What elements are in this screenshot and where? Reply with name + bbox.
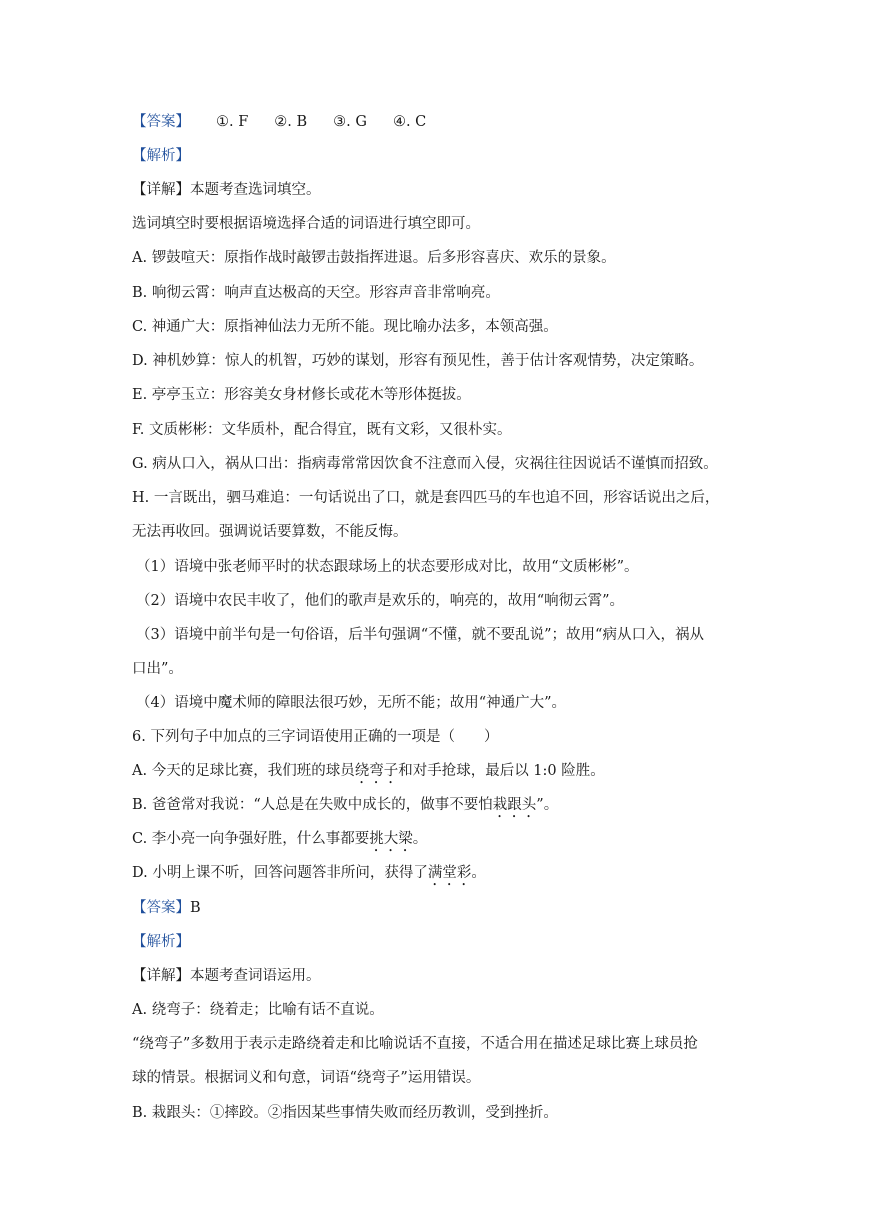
- answer-value: B: [190, 900, 201, 916]
- answer-option-2: ②. B: [274, 114, 308, 130]
- paragraph-line: （3）语境中前半句是一句俗语，后半句强调“不懂，就不要乱说”；故用“病从口入，祸从: [136, 627, 704, 643]
- option-text: B. 爸爸常对我说：“人总是在失败中成长的，做事不要怕: [132, 797, 493, 813]
- question-option-d: [132, 863, 747, 889]
- detail-text: 本题考查词语运用。: [190, 968, 321, 984]
- paragraph-line: （4）语境中魔术师的障眼法很巧妙，无所不能；故用“神通广大”。: [136, 695, 567, 711]
- answer-option-4: ④. C: [392, 114, 427, 130]
- q5-answer-line: [132, 112, 747, 132]
- paragraph-line: 选词填空时要根据语境选择合适的词语进行填空即可。: [132, 216, 480, 232]
- option-text: 。: [412, 831, 428, 847]
- q6-detail-line: [132, 966, 747, 986]
- paragraph-line: B. 响彻云霄：响声直达极高的天空。形容声音非常响亮。: [132, 285, 500, 301]
- answer-option-3: ③. G: [333, 114, 367, 130]
- detail-tag: 【详解】: [132, 968, 190, 984]
- paragraph-line: “绕弯子”多数用于表示走路绕着走和比喻说话不直接，不适合用在描述足球比赛上球员抢: [132, 1036, 698, 1052]
- dotted-term: 满堂彩: [427, 865, 472, 881]
- option-text: A. 今天的足球比赛，我们班的球员: [132, 763, 355, 779]
- detail-tag: 【详解】: [132, 182, 190, 198]
- option-text: 和对手抢球，最后以 1:0 险胜。: [398, 763, 605, 779]
- option-text: 。: [471, 865, 486, 881]
- q5-detail-line: [132, 180, 747, 200]
- paragraph-line: E. 亭亭玉立：形容美女身材修长或花木等形体挺拔。: [132, 387, 471, 403]
- q6-answer-line: [132, 898, 747, 918]
- option-text: D. 小明上课不听，回答问题答非所问，获得了: [132, 865, 428, 881]
- question-option-c: [132, 829, 747, 855]
- paragraph-line: 无法再收回。强调说话要算数，不能反悔。: [132, 524, 408, 540]
- option-text: ”。: [536, 797, 559, 813]
- paragraph-line: （2）语境中农民丰收了，他们的歌声是欢乐的，响亮的，故用“响彻云霄”。: [136, 593, 625, 609]
- paragraph-line: 口出”。: [132, 661, 183, 677]
- paragraph-line: G. 病从口入，祸从口出：指病毒常常因饮食不注意而入侵，灾祸往往因说话不谨慎而招致。: [132, 456, 718, 472]
- paragraph-line: 球的情景。根据词义和句意，词语“绕弯子”运用错误。: [132, 1070, 481, 1086]
- answer-option-1: ①. F: [216, 114, 249, 130]
- dotted-term: 栽跟头: [492, 797, 537, 813]
- dotted-term: 挑大梁: [369, 831, 413, 847]
- paragraph-line: B. 栽跟头：①摔跤。②指因某些事情失败而经历教训，受到挫折。: [132, 1105, 558, 1121]
- detail-text: 本题考查选词填空。: [190, 182, 321, 198]
- paragraph-line: D. 神机妙算：惊人的机智，巧妙的谋划，形容有预见性，善于估计客观情势，决定策略。: [132, 353, 704, 369]
- paragraph-line: A. 绕弯子：绕着走；比喻有话不直说。: [132, 1002, 384, 1018]
- analysis-tag: 【解析】: [132, 148, 190, 164]
- paragraph-line: H. 一言既出，驷马难追：一句话说出了口，就是套四匹马的车也追不回，形容话说出之后，: [132, 490, 720, 506]
- paragraph-line: A. 锣鼓喧天：原指作战时敲锣击鼓指挥进退。后多形容喜庆、欢乐的景象。: [132, 250, 616, 266]
- question-option-a: [132, 761, 747, 787]
- answer-tag: 【答案】: [132, 114, 190, 130]
- answer-tag: 【答案】: [132, 900, 190, 916]
- dotted-term: 绕弯子: [354, 763, 399, 779]
- paragraph-line: C. 神通广大：原指神仙法力无所不能。现比喻办法多，本领高强。: [132, 319, 558, 335]
- question-stem: 6. 下列句子中加点的三字词语使用正确的一项是（ ）: [132, 729, 499, 745]
- paragraph-line: F. 文质彬彬：文华质朴，配合得宜，既有文彩，又很朴实。: [132, 422, 512, 438]
- option-text: C. 李小亮一向争强好胜，什么事都要: [132, 831, 370, 847]
- paragraph-line: （1）语境中张老师平时的状态跟球场上的状态要形成对比，故用“文质彬彬”。: [136, 559, 639, 575]
- analysis-tag: 【解析】: [132, 934, 190, 950]
- question-option-b: [132, 795, 747, 821]
